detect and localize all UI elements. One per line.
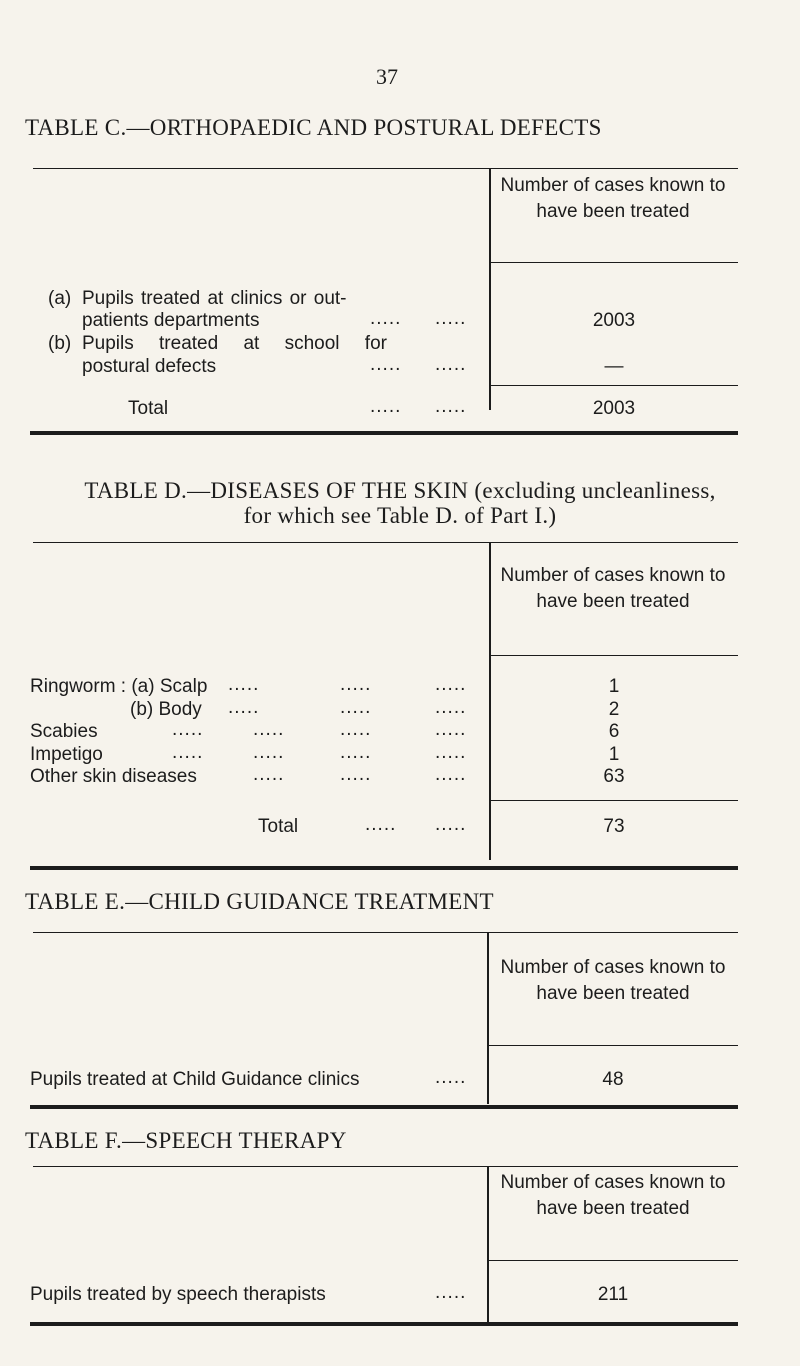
table-f-header-rule <box>488 1260 738 1261</box>
table-d-column-header: Number of cases known to have been treated <box>500 565 726 612</box>
row-dots: ..... <box>228 697 260 718</box>
total-value: 73 <box>603 816 625 837</box>
table-e-top-rule <box>33 932 738 933</box>
table-d-header-rule <box>490 655 738 656</box>
table-d-total-rule <box>490 800 738 801</box>
row-dots: ..... <box>253 719 285 740</box>
row-value: 48 <box>602 1069 624 1090</box>
table-d-title-line2: for which see Table D. of Part I.) <box>243 503 557 528</box>
table-c-bottom-rule <box>30 431 738 435</box>
row-value: 211 <box>597 1284 629 1305</box>
row-dots: ..... <box>172 719 204 740</box>
table-c-title: TABLE C.—ORTHOPAEDIC AND POSTURAL DEFECTS <box>25 115 602 140</box>
row-dots: ..... <box>435 308 467 329</box>
row-dots: ..... <box>435 354 467 375</box>
row-dots: ..... <box>340 764 372 785</box>
row-label: Scabies <box>30 721 98 742</box>
row-dots: ..... <box>435 396 467 417</box>
table-c-header-rule <box>490 262 738 263</box>
row-dots: ..... <box>370 308 402 329</box>
row-label: Impetigo <box>30 744 103 765</box>
row-dots: ..... <box>435 697 467 718</box>
row-dots: ..... <box>340 742 372 763</box>
row-label: (b) Body <box>130 699 202 720</box>
row-label-line2: patients departments <box>82 310 260 331</box>
row-label-line1: Pupils treated at clinics or out- <box>82 288 347 309</box>
row-dots: ..... <box>435 742 467 763</box>
row-label: Ringworm : (a) Scalp <box>30 676 208 697</box>
row-dots: ..... <box>253 742 285 763</box>
row-dots: ..... <box>253 764 285 785</box>
page-number: 37 <box>376 64 398 89</box>
table-d-title-line1: TABLE D.—DISEASES OF THE SKIN (excluding uncleanliness, <box>84 478 716 503</box>
total-label: Total <box>258 816 299 837</box>
row-value: 2003 <box>592 310 636 331</box>
table-f-top-rule <box>33 1166 738 1167</box>
row-label: Other skin diseases <box>30 766 197 787</box>
row-label-line2: postural defects <box>82 356 217 377</box>
table-f-bottom-rule <box>30 1322 738 1326</box>
row-value: — <box>604 356 624 377</box>
table-e-title: TABLE E.—CHILD GUIDANCE TREATMENT <box>25 889 494 914</box>
row-marker: (a) <box>48 288 72 309</box>
row-dots: ..... <box>435 764 467 785</box>
table-c-total-rule <box>490 385 738 386</box>
row-value: 2 <box>608 699 620 720</box>
row-value: 6 <box>608 721 620 742</box>
total-label: Total <box>128 398 169 419</box>
row-marker: (b) <box>48 333 72 354</box>
row-dots: ..... <box>435 674 467 695</box>
table-e-bottom-rule <box>30 1105 738 1109</box>
table-c-column-header: Number of cases known to have been treated <box>500 175 726 222</box>
row-dots: ..... <box>435 1067 467 1088</box>
row-dots: ..... <box>435 719 467 740</box>
row-value: 1 <box>608 676 620 697</box>
total-value: 2003 <box>592 398 636 419</box>
row-dots: ..... <box>370 396 402 417</box>
row-label-line1: Pupils treated at school for <box>82 333 387 354</box>
table-f-column-header: Number of cases known to have been treated <box>500 1172 726 1219</box>
table-f-title: TABLE F.—SPEECH THERAPY <box>25 1128 347 1153</box>
row-label: Pupils treated by speech therapists <box>30 1284 326 1305</box>
row-dots: ..... <box>365 814 397 835</box>
row-dots: ..... <box>340 697 372 718</box>
table-e-header-rule <box>488 1045 738 1046</box>
row-label: Pupils treated at Child Guidance clinics <box>30 1069 360 1090</box>
table-d-top-rule <box>33 542 738 543</box>
table-c-top-rule <box>33 168 738 169</box>
row-dots: ..... <box>370 354 402 375</box>
row-dots: ..... <box>340 674 372 695</box>
row-dots: ..... <box>435 1282 467 1303</box>
row-dots: ..... <box>435 814 467 835</box>
table-e-column-header: Number of cases known to have been treated <box>500 957 726 1004</box>
table-d-bottom-rule <box>30 866 738 870</box>
row-value: 1 <box>608 744 620 765</box>
row-dots: ..... <box>228 674 260 695</box>
row-value: 63 <box>603 766 625 787</box>
row-dots: ..... <box>340 719 372 740</box>
row-dots: ..... <box>172 742 204 763</box>
